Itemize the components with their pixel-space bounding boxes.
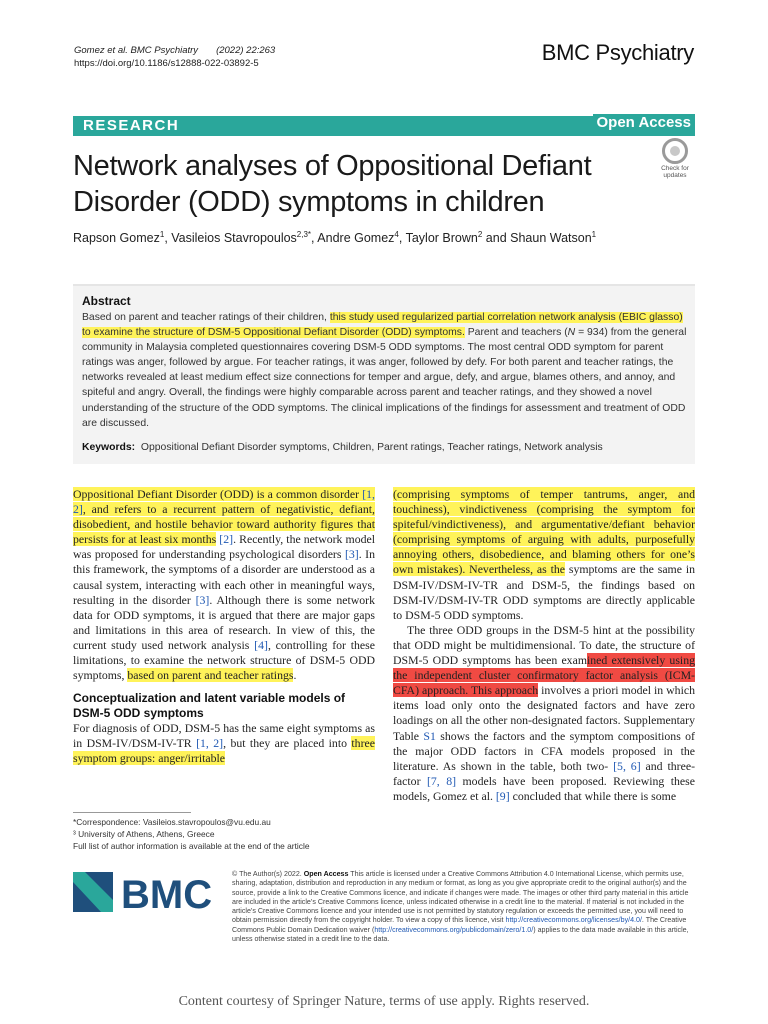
abstract-heading: Abstract [82,294,131,308]
research-banner [73,116,695,136]
abstract-text: Based on parent and teacher ratings of their children, this study used regularized partial correlation network analysis (EBIC glasso) to examine the structure of DSM-5 Oppositional Defiant Disorder (ODD) symptoms. Parent and teachers (N = 934) from the general community in Malaysia completed questionnaires covering DSM-5 ODD symptoms. The most central ODD symptom for parent ratings was anger, followed by argue. For teacher ratings, it was anger, followed by defy. For both parent and teacher ratings, the networks revealed at least medium effect size connections for temper and argue, defy, and argue, blames others, and annoy, and spiteful and angry. Overall, the findings were highly comparable across parent and teacher ratings, and they showed a novel understanding of the structure of the ODD symptoms. The clinical implications of the findings for assessment and treatment of ODD are discussed. [82,312,687,429]
paragraph: The three ODD groups in the DSM-5 hint at the possibility that ODD might be multidimensional. To date, the structure of DSM-5 ODD symptoms has been examined extensively using the independent cluster confirmatory factor analysis (ICM-CFA) approach. This approach involves a priori model in which items load only onto the designated factors and have zero loadings on all the other non-designated factors. Supplementary Table S1 shows the factors and the symptom compositions of the major ODD factors in CFA models proposed in the literature. As shown in the table, both two- [5, 6] and three-factor [7, 8] models have been proposed. Reviewing these models, Gomez et al. [9] concluded that while there is some [393,622,695,803]
citation-link[interactable]: [4] [254,637,268,652]
paragraph: For diagnosis of ODD, DSM-5 has the same eight symptoms as in DSM-IV/DSM-IV-TR [1, 2], but they are placed into three symptom groups: anger/irritable [73,721,375,766]
license-link[interactable]: http://creativecommons.org/licenses/by/4.0/ [505,916,642,925]
citation-link[interactable]: [3] [195,592,210,607]
year-volume: (2022) 22:263 [216,45,276,56]
check-updates-label: Check for updates [661,165,689,179]
highlight: this study used regularized partial correlation network analysis (EBIC glasso) to examine the structure of DSM-5 Oppositional Defiant Disorder (ODD) symptoms. [82,312,683,339]
citation-link[interactable]: [9] [495,788,510,803]
journal-name: BMC Psychiatry [541,40,694,65]
citation-text: Gomez et al. BMC Psychiatry [74,45,199,56]
bmc-logo-text: BMC [121,873,213,917]
citation-link[interactable]: [7, 8] [426,773,457,788]
paragraph: (comprising symptoms of temper tantrums, anger, and touchiness), vindictiveness (comprising the symptom for spiteful/vindictiveness), and argumentative/defiant behavior (comprising symptoms of arguing with adults, purposefully annoying others, disobedience, and blaming others for one’s own mistakes). Nevertheless, as the symptoms are the same in DSM-IV/DSM-IV-TR and DSM-5, the findings based on DSM-IV/DSM-IV-TR ODD symptoms are directly applicable to DSM-5 ODD symptoms. [393,487,695,622]
body-column-left [73,487,375,767]
supplement-link[interactable]: S1 [423,728,436,743]
courtesy-notice: Content courtesy of Springer Nature, terms of use apply. Rights reserved. [178,994,590,1009]
doi-link[interactable]: https://doi.org/10.1186/s12888-022-03892-5 [74,58,259,69]
check-for-updates-badge[interactable] [654,138,696,182]
author[interactable]: Vasileios Stavropoulos [171,231,297,246]
highlight: based on parent and teacher ratings [127,668,294,683]
highlight: Oppositional Defiant Disorder (ODD) is a common disorder [73,487,363,501]
citation-link[interactable]: [5, 6] [613,758,641,773]
correspondence: *Correspondence: Vasileios.stavropoulos@vu.edu.au [73,817,271,827]
keywords-list: Oppositional Defiant Disorder symptoms, Children, Parent ratings, Teacher ratings, Network analysis [140,442,603,453]
body-column-right [393,487,695,804]
article-title: Network analyses of Oppositional Defiant Disorder (ODD) symptoms in children [73,150,592,218]
section-label: RESEARCH [83,117,180,134]
paragraph: Oppositional Defiant Disorder (ODD) is a common disorder [1, 2], and refers to a recurrent pattern of negativistic, defiant, disobedient, and hostile behavior toward authority figures that persists for at least six months [2]. Recently, the network model was proposed for understanding psychological disorders [3]. In this framework, the symptoms of a disorder are understood as a causal system, interacting with each other in meaningful ways, resulting in the disorder [3]. Although there is some network data for ODD symptoms, it is argued that there are major gaps and limitations in this area of research. In view of this, the current study used network analysis [4], controlling for these limitations, to examine the network structure of DSM-5 ODD symptoms, based on parent and teacher ratings. [73,487,376,683]
highlight: three symptom groups: anger/irritable [73,736,375,766]
highlight: , and refers to a recurrent pattern of negativistic, defiant, disobedient, and hostile behavior toward authority figures that persists for at least six months [73,502,375,547]
citation-link[interactable]: [2] [219,532,234,547]
author[interactable]: Shaun Watson [510,231,592,246]
citation-link[interactable]: [3] [344,547,359,562]
author[interactable]: Andre Gomez [317,231,395,246]
public-domain-link[interactable]: http://creativecommons.org/publicdomain/zero/1.0/ [374,925,534,934]
citation-link[interactable]: [1, 2] [196,736,224,751]
affiliation-note: ³ University of Athens, Athens, Greece [73,829,215,839]
highlight: (comprising symptoms of temper tantrums, anger, and touchiness), vindictiveness (comprising the symptom for spiteful/vindictiveness), and argumentative/defiant behavior (comprising symptoms of arguing with adults, purposefully annoying others, disobedience, and blaming others for one’s own mistakes). Nevertheless, as the [393,487,695,577]
footnotes [73,816,310,852]
author[interactable]: Rapson Gomez [73,231,160,246]
open-access-label: Open Access [593,114,696,134]
section-heading: Conceptualization and latent variable models of DSM-5 ODD symptoms [73,691,346,721]
highlight-red: ined extensively using the independent cluster confirmatory factor analysis (ICM-CFA) approach. This approach [393,653,695,698]
license-text: © The Author(s) 2022. Open Access This article is licensed under a Creative Commons Attribution 4.0 International License, which permits use, sharing, adaptation, distribution and reproduction in any medium or format, as long as you give appropriate credit to the original author(s) and the source, provide a link to the Creative Commons licence, and indicate if changes were made. The images or other third party material in this article are included in the article’s Creative Commons licence, unless indicated otherwise in a credit line to the material. If material is not included in the article’s Creative Commons licence and your intended use is not permitted by statutory regulation or exceeds the permitted use, you will need to obtain permission directly from the copyright holder. To view a copy of this licence, visit http://creativecommons.org/licenses/by/4.0/. The Creative Commons Public Domain Dedication waiver (http://creativecommons.org/publicdomain/zero/1.0/) applies to the data made available in this article, unless otherwise stated in a credit line to the data. [232,870,689,944]
citation-link[interactable]: [1, 2] [73,487,375,517]
author-list: Rapson Gomez$^1$, Vasileios Stavropoulos$^{2,3*}$, Andre Gomez$^4$, Taylor Brown$^2$ and Shaun Watson$^1$ [73,230,597,246]
keywords-label: Keywords: [82,442,136,453]
check-updates-icon [662,138,688,164]
author[interactable]: Taylor Brown [405,231,478,246]
keywords [82,442,603,453]
citation-header [74,44,275,70]
author-info-note: Full list of author information is available at the end of the article [73,841,310,851]
footnote-rule [73,812,191,813]
bmc-logo [73,872,223,918]
